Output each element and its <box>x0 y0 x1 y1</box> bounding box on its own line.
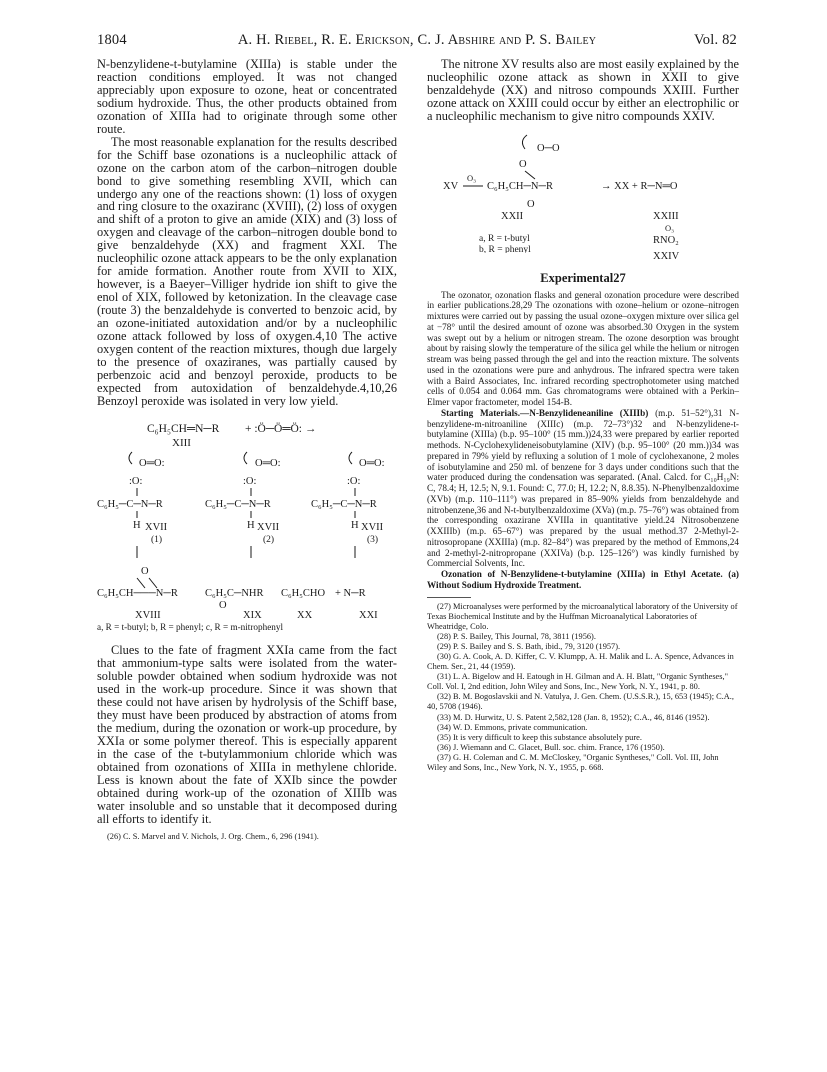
left-column <box>97 58 397 842</box>
scheme-route-3: (3) <box>367 534 379 545</box>
scheme-prod-xxi: + N─R <box>335 587 366 599</box>
scheme2-o-mid: O <box>519 158 527 170</box>
scheme-o3-b: O═O: <box>255 457 281 469</box>
author-line: A. H. Riebel, R. E. Erickson, C. J. Abshire and P. S. Bailey <box>237 32 597 48</box>
footnote-27: (27) Microanalyses were performed by the microanalytical laboratory of the University of Texas Biochemical Institute and by the Huffman Microanalytical Laboratories of Wheatridge, Colo. <box>427 601 738 631</box>
footnote-36: (36) J. Wiemann and C. Glacet, Bull. soc. chim. France, 176 (1950). <box>437 742 665 752</box>
scheme-prod-xx: C₆H₅CHO <box>281 587 326 599</box>
scheme2-xxiv: XXIV <box>653 250 680 262</box>
scheme2-main-right: → XX + R─N═O <box>601 180 678 192</box>
footnote-35: (35) It is very difficult to keep this substance absolutely pure. <box>437 732 642 742</box>
footnote-rule <box>427 597 471 598</box>
scheme-h-a: H <box>133 519 141 531</box>
scheme-label-xviii: XVIII <box>135 609 161 621</box>
scheme2-rno2: RNO₂ <box>653 234 679 246</box>
scheme-xvii-a: XVII <box>145 521 168 533</box>
scheme2-main-formula: C₆H₅CH─N─R <box>487 180 553 192</box>
experimental-paragraph-2 <box>427 408 739 569</box>
scheme-mid-c: C₆H₅─C─N─R <box>311 498 377 510</box>
left-paragraph-3: Clues to the fate of fragment XXIa came from the fact that ammonium-type salts were isolated from the water-soluble powder obtained when sodium hydroxide was not used in the work-up procedure. Since it was shown that these could not have arisen by hydrolysis of the Schiff base, they must have been produced by abstraction of atoms from the medium, during the ozonation or work-up procedure, by XXIa or some polymer thereof. This is especially apparent in the case of the t-butylammonium chloride which was obtained from ozonations of XIIIa in methylene chloride. Less is known about the fate of XXIb since the powder obtained during work-up of the ozonation of XIIIb was water insoluble and so unstable that it decomposed during all efforts to identify it. <box>97 643 397 826</box>
scheme-label-xxi: XXI <box>359 609 378 621</box>
scheme2-o-bottom: O <box>527 198 535 210</box>
scheme2-o-top: O─O <box>537 142 560 154</box>
scheme2-legend-b: b, R = phenyl <box>479 244 531 253</box>
footnote-34: (34) W. D. Emmons, private communication. <box>437 722 588 732</box>
right-column <box>427 58 739 773</box>
scheme-arrow-2 <box>244 452 247 464</box>
scheme-arrow-3 <box>349 452 352 464</box>
scheme2-legend-a: a, R = t-butyl <box>479 233 530 244</box>
scheme2-left: XV <box>443 180 459 192</box>
reaction-scheme-xxii <box>427 129 739 253</box>
starting-materials-head: Starting Materials.—N-Benzylideneaniline (XIIIb) <box>441 407 649 418</box>
experimental-paragraph-3: Ozonation of N-Benzylidene-t-butylamine (XIIIa) in Ethyl Acetate. (a) Without Sodium Hydroxide Treatment. <box>427 569 739 590</box>
starting-materials-body: (m.p. 51–52°),31 N-benzylidene-m-nitroaniline (XIIIc) (m.p. 72–73°)32 and N-benzylidene-t-butylamine (XIIIa) (b.p. 95–100° (15 mm.))24,33 were prepared by earlier reported methods. N-Cyclohexylideneisobutylamine (XIV) (b.p. 95–100° (20 mm.))34 was prepared in 79% yield by refluxing a solution of 1 mole of cyclohexanone, 2 moles of isobutylamine and 250 ml. of benzene for 3 days under conditions such that the water produced during the condensation was separated. (Anal. Calcd. for C₁₀H₁₉N: C, 78.4; H, 12.5; N, 9.1. Found: C, 77.0; H, 12.2; N, 8.8.35). N-Phenylbenzaldoxime (XVb) (m.p. 110–111°) was prepared in 85–90% yields from benzaldehyde and nitrobenzene,36 and N-t-butylbenzaldoxime (XVa) (m.p. 75–76°) was obtained from the corresponding oxazirane XVIIIa in quantitative yield.24 Nitrosobenzene (XXIIIb) (m.p. 65–67°) was prepared by the usual method.37 2-Methyl-2-nitrosopropane (XXIIIa) (m.p. 82–84°) was prepared by the method of Emmons,24 and 2-methyl-2-nitropropane (XXIVa) (b.p. 125–126°) was kindly furnished by Commercial Solvents, Inc. <box>427 407 740 569</box>
left-paragraph-1: N-benzylidene-t-butylamine (XIIIa) is stable under the reaction conditions employed. It was not changed appreciably upon exposure to ozone, heat or concentrated sodium hydroxide. Thus, the other products obtained from ozonation of XIIIa had to originate through some other route. <box>97 57 397 136</box>
footnotes <box>427 602 739 774</box>
scheme-prod-xviii: C₆H₅CH───N─R <box>97 587 178 599</box>
scheme-label-xix: XIX <box>243 609 262 621</box>
running-header <box>97 32 737 54</box>
left-paragraph-2: The most reasonable explanation for the results described for the Schiff base ozonations is a nucleophilic attack of ozone on the carbon atom of the carbon–nitrogen double bond to give something resembling XVII, which can undergo any one of the reactions shown: (1) loss of oxygen and ring closure to the oxaziranc (XVIII), (2) loss of oxygen and shift of a proton to give an amide (XIX) and (3) loss of oxygen and cleavage of the carbon–nitrogen double bond to give benzaldehyde (XX) and fragment XXI. The nucleophilic ozone attack appears to be the only explanation for amide formation. Another route from XVII to XIX, however, is a Baeyer–Villiger hydride ion shift to give the enol of XIX, followed by ketonization. In the cleavage case (route 3) the benzaldehyde is converted to benzoic acid, by an ozone-initiated autoxidation and/or by a nucleophilic ozone attack followed by loss of oxygen.4,10 The active oxygen content of the reaction mixtures, though due largely to the presence of oxaziranes, was partially caused by perbenzoic acid and benzoyl peroxide, products to be expected from autoxidation of benzaldehyde.4,10,26 Benzoyl peroxide was isolated in very low yield. <box>97 134 397 408</box>
scheme2-xxii: XXII <box>501 210 524 222</box>
volume-number: Vol. 82 <box>693 32 737 48</box>
footnote-26: (26) C. S. Marvel and V. Nichols, J. Org. Chem., 6, 296 (1941). <box>107 831 319 841</box>
footnote-28: (28) P. S. Bailey, This Journal, 78, 3811 (1956). <box>437 631 596 641</box>
right-paragraph-1: The nitrone XV results also are most easily explained by the nucleophilic ozone attack as shown in XXII to give benzaldehyde (XX) and nitroso compounds XXIII. Further ozone attack on XXIII could occur by either an electrophilic or a nucleophilic mechanism to give nitro compounds XXIV. <box>427 57 740 123</box>
scheme-o-c: :O: <box>347 475 361 487</box>
footnote-31: (31) L. A. Bigelow and H. Eatough in H. Gilman and A. H. Blatt, "Organic Syntheses," Coll. Vol. I, 2nd edition, John Wiley and Sons, Inc., New York, N. Y., 1941, p. 80. <box>427 672 729 692</box>
scheme-prod-o-xix: O <box>219 599 227 611</box>
scheme2-o3: O₃ <box>665 222 675 233</box>
page-number: 1804 <box>97 32 127 48</box>
scheme-o-a: :O: <box>129 475 143 487</box>
scheme2-arrow-top <box>522 135 527 149</box>
scheme-xvii-c: XVII <box>361 521 384 533</box>
scheme2-arrow-label: O₃ <box>467 172 477 183</box>
footnote-37: (37) G. H. Coleman and C. M. McCloskey, "Organic Syntheses," Coll. Vol. III, John Wiley and Sons, Inc., New York, N. Y., 1955, p. 668. <box>427 752 719 773</box>
footnote-32: (32) B. M. Bogoslavskii and N. Vatulya, J. Gen. Chem. (U.S.S.R.), 15, 653 (1945); C.A., 40, 5708 (1946). <box>427 692 734 712</box>
scheme-arrow-1 <box>129 452 132 464</box>
scheme-legend: a, R = t-butyl; b, R = phenyl; c, R = m-nitrophenyl <box>97 621 284 632</box>
scheme-top-ozone: + :Ö─Ö═Ö: → <box>245 422 317 435</box>
footnote-33: (33) M. D. Hurwitz, U. S. Patent 2,582,128 (Jan. 8, 1952); C.A., 46, 8146 (1952). <box>437 712 710 722</box>
footnote-30: (30) G. A. Cook, A. D. Kiffer, C. V. Klumpp, A. H. Malik and L. A. Spence, Advances in Chem. Ser., 21, 44 (1959). <box>427 651 734 672</box>
scheme2-xxiii: XXIII <box>653 210 679 222</box>
scheme-o-b: :O: <box>243 475 257 487</box>
scheme-mid-a: C₆H₅─C─N─R <box>97 498 163 510</box>
scheme-o3-a: O═O: <box>139 457 165 469</box>
footnote-29: (29) P. S. Bailey and S. S. Bath, ibid., 79, 3120 (1957). <box>437 641 621 651</box>
scheme-route-2: (2) <box>263 534 275 545</box>
scheme-h-b: H <box>247 519 255 531</box>
section-heading-experimental: Experimental27 <box>540 270 626 285</box>
scheme-h-c: H <box>351 519 359 531</box>
scheme-xvii-b: XVII <box>257 521 280 533</box>
scheme-route-1: (1) <box>151 534 163 545</box>
experimental-paragraph-1: The ozonator, ozonation flasks and general ozonation procedure were described in earlier publications.28,29 The ozonations with ozone–helium or ozone–nitrogen mixtures were carried out by passing the usual ozone–oxygen mixture over silica gel at −78° until the desired amount of ozone was absorbed.30 Oxygen in the system was swept out by a helium or nitrogen stream. The ozone desorption was brought about by raising slowly the temperature of the silica gel while the helium or nitrogen stream was being passed through the gel and into the reaction mixture. The solvents used in the ozonations were pure and anhydrous. The infrared spectra were taken with a Baird Associates, Inc. infrared recording spectrophotometer using matched cells of 0.054 and 0.064 mm. Gas chromatograms were obtained with a Perkin–Elmer vapor fractometer, model 154-B. <box>427 289 739 408</box>
scheme-prod-xix: C₆H₅C─NHR <box>205 587 264 599</box>
scheme-label-xx: XX <box>297 609 313 621</box>
scheme-mid-b: C₆H₅─C─N─R <box>205 498 271 510</box>
scheme-top-formula: C₆H₅CH═N─R <box>147 422 220 435</box>
scheme-product-o: O <box>141 565 149 577</box>
reaction-scheme-xiii <box>97 418 397 624</box>
scheme-o3-c: O═O: <box>359 457 385 469</box>
scheme-top-label: XIII <box>172 436 191 449</box>
